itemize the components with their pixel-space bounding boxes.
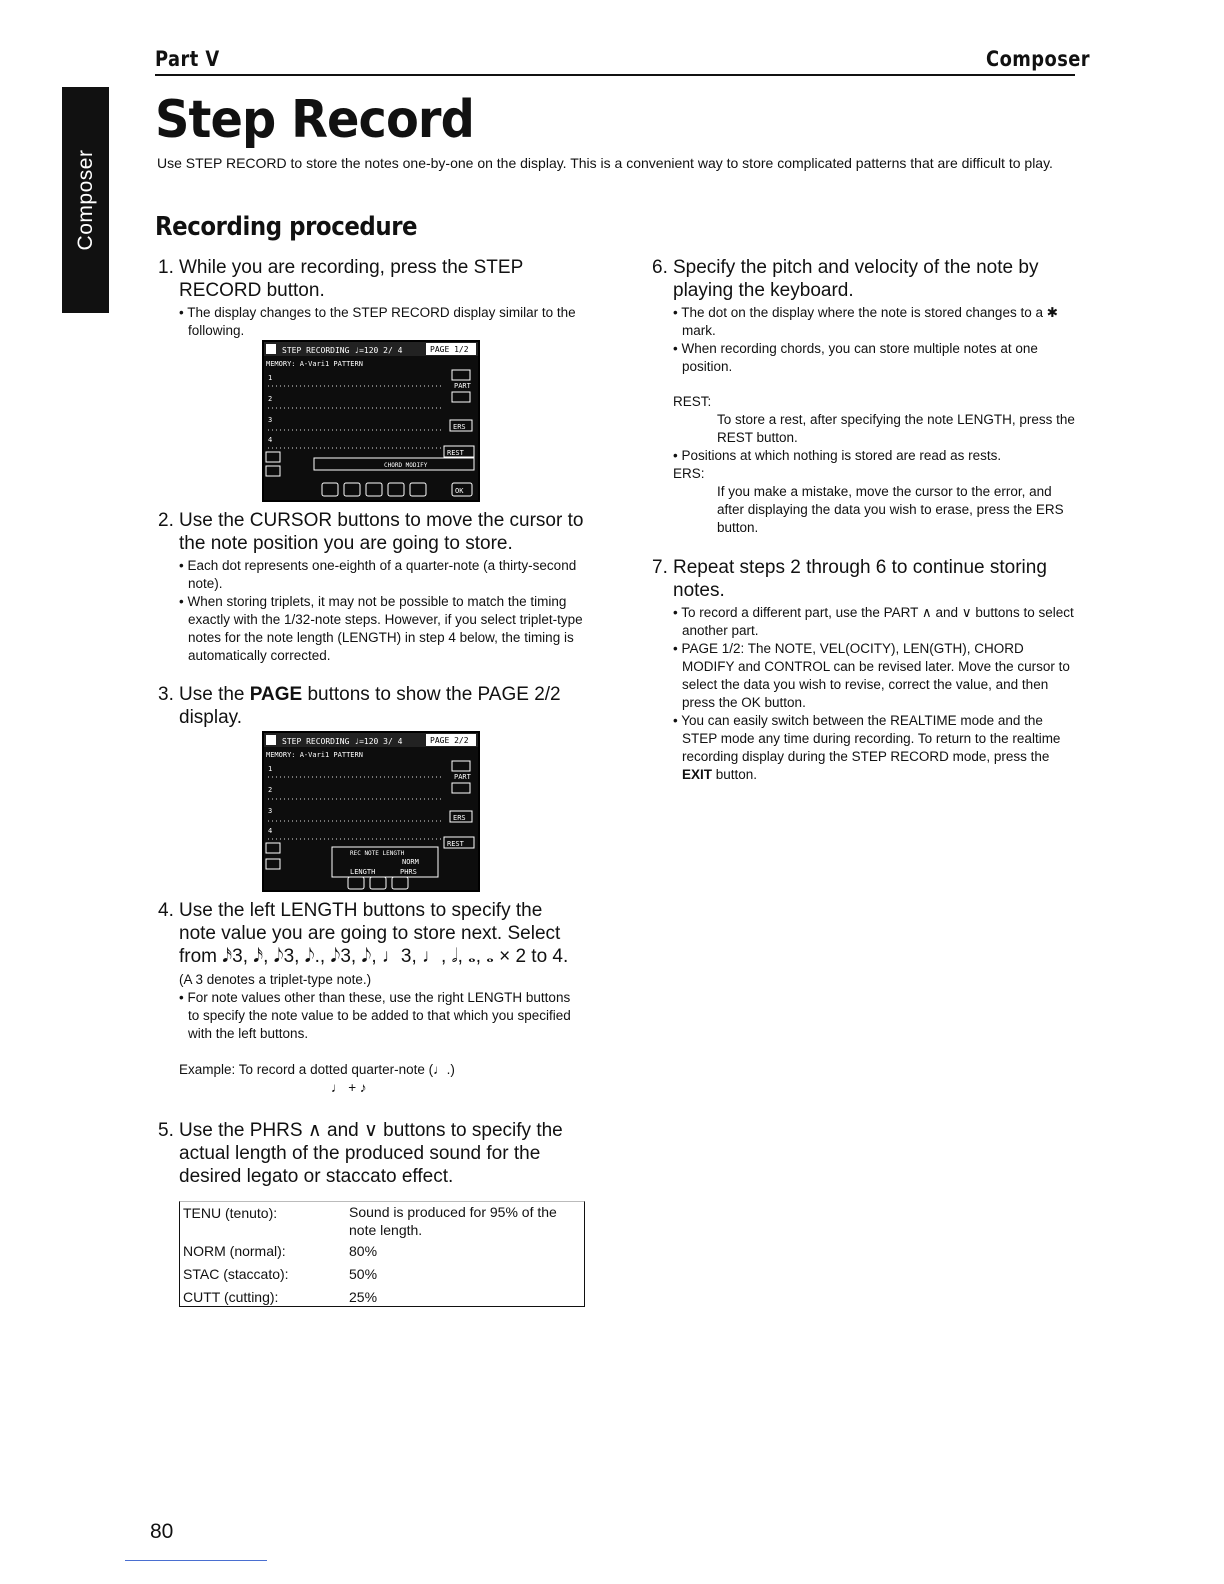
step-2-bullet-2: • When storing triplets, it may not be possible to match the timing exactly with the 1/32-note steps. However, if you select triplet-type notes for the note length (LENGTH) in step 4 below, the timing is automatically corrected. (179, 593, 584, 665)
screen2-memory: MEMORY: A-Vari1 PATTERN (266, 751, 363, 759)
step-7 (652, 556, 1075, 784)
value-buttons (348, 877, 408, 889)
step-7-bullet-3: • You can easily switch between the REALTIME mode and the STEP mode any time during recording. To return to the realtime recording display during the STEP RECORD mode, press the EXIT button. (673, 712, 1075, 784)
rest-text: To store a rest, after specifying the note LENGTH, press the REST button. (717, 412, 1075, 445)
step-grid (268, 777, 442, 839)
cursor-down-icon (266, 859, 280, 869)
step-7-bullet-1: • To record a different part, use the PART ∧ and ∨ buttons to select another part. (673, 604, 1075, 640)
step-4-example: Example: To record a dotted quarter-note (♩.) (179, 1062, 455, 1077)
step-5-number: 5. (158, 1120, 174, 1141)
side-tab (62, 87, 109, 313)
step-2-number: 2. (158, 510, 174, 531)
step-1-number: 1. (158, 257, 174, 278)
step-7-number: 7. (652, 557, 668, 578)
app-icon (266, 344, 276, 354)
rest-bullet: • Positions at which nothing is stored are read as rests. (673, 447, 1075, 465)
svg-text:3: 3 (268, 807, 273, 815)
step-4-note: (A 3 denotes a triplet-type note.) (179, 972, 372, 987)
side-tab-label: Composer (73, 149, 97, 251)
step-6-text: Specify the pitch and velocity of the note by playing the keyboard. (673, 257, 1039, 301)
step-1-text: While you are recording, press the STEP RECORD button. (179, 257, 523, 301)
svg-text:1: 1 (268, 374, 273, 382)
svg-text:2: 2 (268, 786, 273, 794)
ers-text: If you make a mistake, move the cursor to the error, and after displaying the data you wish to erase, press the ERS button. (717, 484, 1064, 535)
header-rule (155, 74, 1075, 76)
ers-label: ERS: (673, 466, 705, 481)
screen2-part: PART (454, 773, 471, 781)
screen2-title: STEP RECORDING ♩=120 3/ 4 (282, 737, 403, 746)
cursor-down-icon (266, 466, 280, 476)
svg-text:2: 2 (268, 395, 273, 403)
screen2-phrs: PHRS (400, 868, 417, 876)
svg-text:4: 4 (268, 436, 273, 444)
rest-label: REST: (673, 394, 712, 409)
step-4-bullet-1: • For note values other than these, use the right LENGTH buttons to specify the note value to be added to that which you specified with the left buttons. (179, 989, 584, 1043)
svg-text:4: 4 (268, 827, 273, 835)
screen2-norm: NORM (402, 858, 419, 866)
screen1-page: PAGE 1/2 (430, 345, 469, 354)
page-button-label: PAGE (249, 684, 303, 705)
cursor-up-icon (266, 843, 280, 853)
step-6-bullet-2: • When recording chords, you can store multiple notes at one position. (673, 340, 1075, 376)
step-4-example-sum: ♩ + ♪ (331, 1080, 367, 1095)
step-record-screen-page1 (262, 340, 480, 502)
cursor-up-icon (266, 452, 280, 462)
part-up-icon (452, 761, 470, 771)
step-1 (158, 256, 584, 340)
table-row: CUTT (cutting): 25% (183, 1289, 378, 1305)
section-title: Recording procedure (155, 212, 418, 242)
header-part: Part V (155, 47, 220, 71)
step-record-screen-page2 (262, 731, 480, 892)
table-row: NORM (normal): 80% (183, 1243, 378, 1259)
screen1-ok: OK (455, 487, 464, 495)
screen1-ers: ERS (453, 423, 466, 431)
screen2-length: LENGTH (350, 868, 376, 876)
part-up-icon (452, 370, 470, 380)
screen1-rest: REST (447, 449, 464, 457)
screen1-part: PART (454, 382, 471, 390)
table-row: STAC (staccato): 50% (183, 1266, 378, 1282)
step-7-text: Repeat steps 2 through 6 to continue storing notes. (673, 557, 1047, 601)
screen2-panel: REC NOTE LENGTH (350, 850, 405, 857)
app-icon (266, 735, 276, 745)
screen1-memory: MEMORY: A-Vari1 PATTERN (266, 360, 363, 368)
intro-text: Use STEP RECORD to store the notes one-by-one on the display. This is a convenient way to store complicated patterns that are difficult to play. (157, 155, 1053, 171)
step-4 (158, 899, 584, 1097)
step-5 (158, 1119, 584, 1188)
step-5-text: Use the PHRS ∧ and ∨ buttons to specify the actual length of the produced sound for the desired legato or staccato effect. (179, 1120, 563, 1187)
screen1-title: STEP RECORDING ♩=120 2/ 4 (282, 346, 403, 355)
screen2-rest: REST (447, 840, 464, 848)
value-buttons (322, 483, 472, 496)
part-down-icon (452, 392, 470, 402)
step-7-bullet-2: • PAGE 1/2: The NOTE, VEL(OCITY), LEN(GTH), CHORD MODIFY and CONTROL can be revised later. Move the cursor to select the data you wish to revise, correct the value, and then press the OK button. (673, 640, 1075, 712)
table-row: TENU (tenuto): Sound is produced for 95% of the note length. (183, 1204, 557, 1238)
step-2-text: Use the CURSOR buttons to move the cursor to the note position you are going to store. (179, 510, 584, 554)
page-title: Step Record (155, 90, 474, 150)
step-6-bullet-1: • The dot on the display where the note is stored changes to a ✱ mark. (673, 304, 1075, 340)
step-4-number: 4. (158, 900, 174, 921)
step-6-number: 6. (652, 257, 668, 278)
step-3-number: 3. (158, 684, 174, 705)
step-2 (158, 509, 584, 665)
step-1-bullet-1: • The display changes to the STEP RECORD display similar to the following. (179, 304, 584, 340)
footer-rule (125, 1560, 267, 1561)
header-chapter: Composer (986, 47, 1090, 71)
exit-button-label: EXIT (682, 767, 713, 782)
svg-text:1: 1 (268, 765, 273, 773)
step-grid (268, 386, 442, 448)
step-4-text: Use the left LENGTH buttons to specify the note value you are going to store next. Select from 𝅘𝅥𝅯3, 𝅘𝅥𝅯, 𝅘𝅥𝅮3, 𝅘𝅥𝅮., 𝅘𝅥𝅮3, 𝅘𝅥𝅮, ♩3, ♩, 𝅗𝅥, 𝅝, 𝅝 × 2 to 4. (179, 900, 569, 967)
step-2-bullet-1: • Each dot represents one-eighth of a quarter-note (a thirty-second note). (179, 557, 584, 593)
svg-text:3: 3 (268, 416, 273, 424)
step-3: 3. Use the PAGE buttons to show the PAGE 2/2 display. (158, 684, 561, 728)
screen1-panel: CHORD MODIFY (384, 462, 428, 469)
screen2-page: PAGE 2/2 (430, 736, 469, 745)
screen2-ers: ERS (453, 814, 466, 822)
page-number: 80 (150, 1520, 174, 1543)
step-6 (652, 256, 1075, 537)
part-down-icon (452, 783, 470, 793)
phrs-table (179, 1201, 585, 1307)
